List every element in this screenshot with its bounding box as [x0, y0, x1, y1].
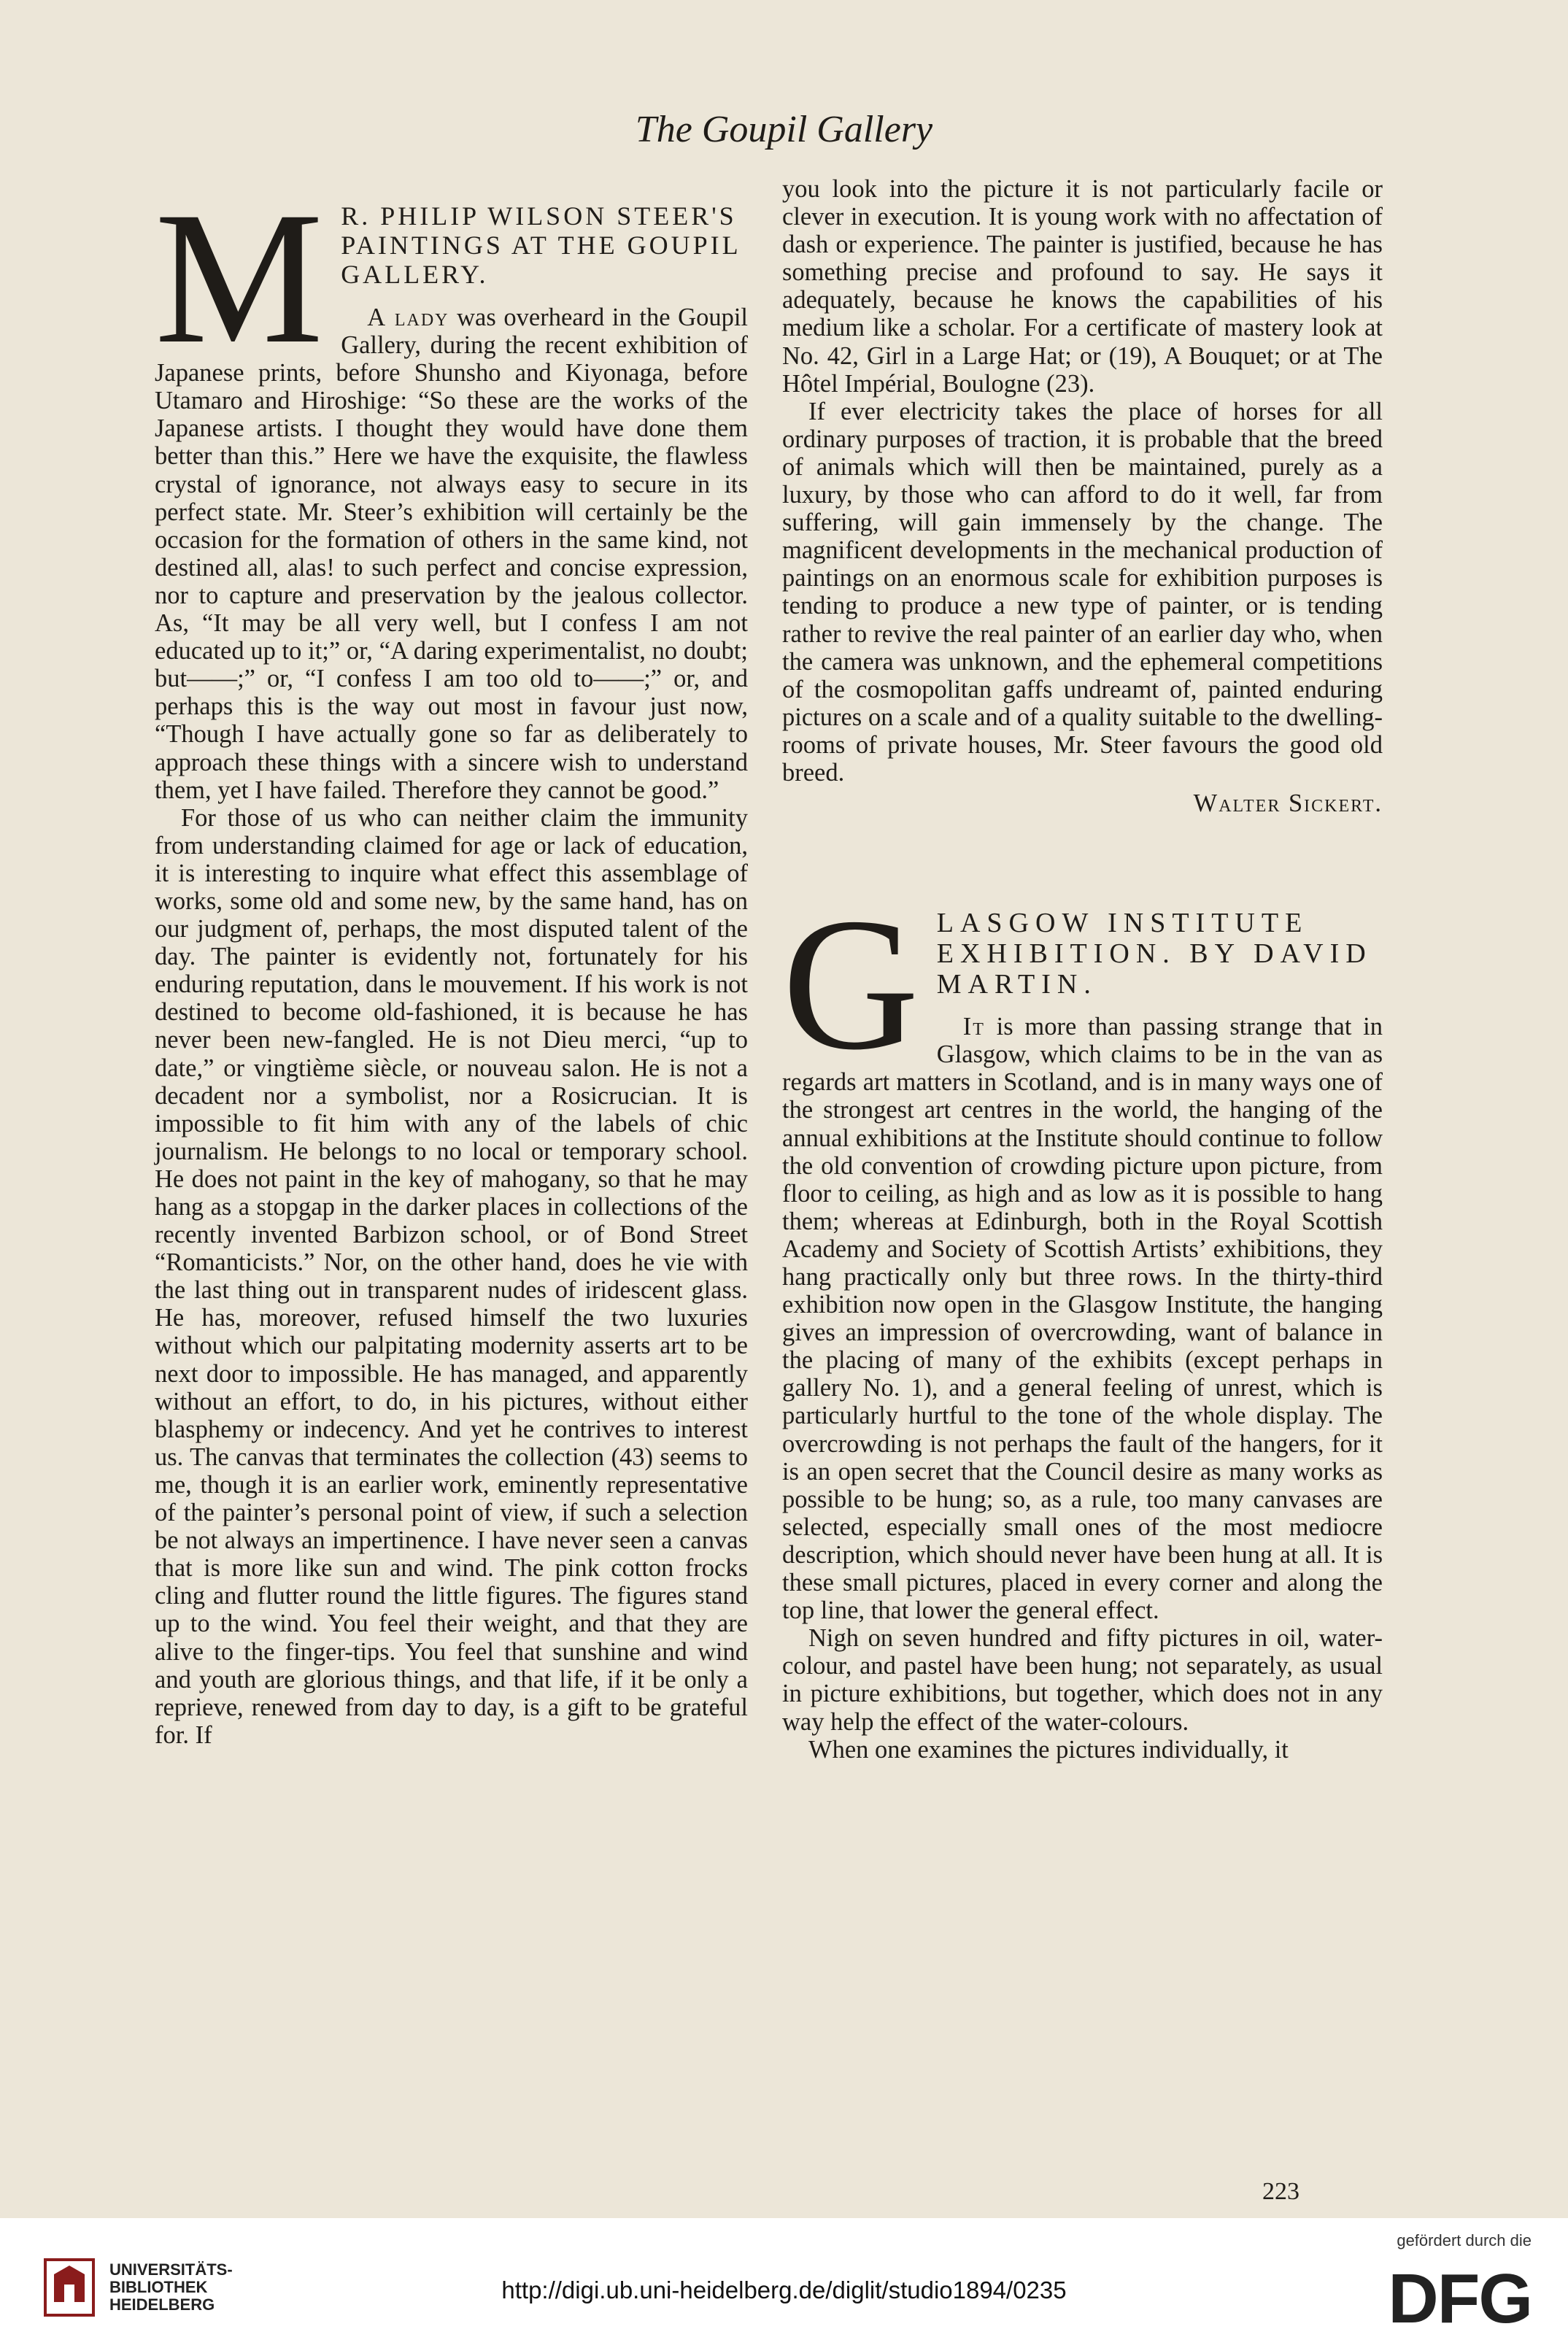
right-column — [782, 175, 1383, 1764]
author-signature: Walter Sickert. — [1193, 789, 1383, 818]
paragraph-text: was overheard in the Goupil Gallery, during the recent exhibition of Japanese prints, before Shunsho and Kiyonaga, before Utamaro and Hiroshige: “So these are the works of the Japanese artists. I thought they would have done them better than this.” Here we have the exquisite, the flawless crystal of ignorance, not always easy to secure in its perfect state. Mr. Steer’s exhibition will certainly be the occasion for the formation of others in the same kind, not destined all, alas! to such perfect and concise expression, nor to capture and preservation by the jealous collector. As, “It may be all very well, but I confess I am not educated up to it;” or, “A daring experimentalist, no doubt; but——;” or, “I confess I am too old to——;” or, and perhaps this is the way out most in favour just now, “Though I have actually gone so far as deliberately to approach these things with a sincere wish to understand them, yet I have failed. Therefore they cannot be good.” — [155, 304, 748, 804]
article-steer-paragraph-4: If ever electricity takes the place of horses for all ordinary purposes of traction, it is probable that the breed of animals which will then be maintained, purely as a luxury, by those who can afford to do it well, far from suffering, will gain immensely by the change. The magnificent developments in the mechanical production of paintings on an enormous scale for exhibition purposes is tending to produce a new type of painter, or is tending rather to revive the real painter of an earlier day who, when the camera was unknown, and the ephemeral competitions of the cosmopolitan gaffs undreamt of, painted enduring pictures on a scale and of a quality suitable to the dwelling-rooms of private houses, Mr. Steer favours the good old breed. — [782, 397, 1383, 787]
lead-words: It — [962, 1013, 985, 1041]
dropcap-m: M — [155, 173, 324, 383]
running-title: The Goupil Gallery — [635, 109, 933, 150]
article-steer-opening — [155, 173, 748, 804]
article-steer-headline: R. PHILIP WILSON STEER'S PAINTINGS AT THE GOUPIL GALLERY. — [341, 201, 741, 289]
article-steer-paragraph-1 — [155, 304, 748, 804]
article-glasgow-paragraph-1 — [782, 1013, 1383, 1624]
library-name-line: HEIDELBERG — [109, 2295, 215, 2314]
left-column — [155, 175, 748, 1749]
digitization-footer — [0, 2218, 1568, 2348]
dfg-logo: DFG — [1388, 2260, 1532, 2338]
article-steer-paragraph-3: you look into the picture it is not particularly facile or clever in execution. It is young work with no affectation of dash or experience. The painter is justified, because he has something precise and profound to say. He says it adequately, because he knows the capabilities of his medium like a scholar. For a certificate of mastery look at No. 42, Girl in a Large Hat; or (19), A Bouquet; or at The Hôtel Impérial, Boulogne (23). — [782, 175, 1383, 398]
lead-words: A lady — [367, 304, 449, 331]
article-glasgow-headline: LASGOW INSTITUTE EXHIBITION. BY DAVID MARTIN. — [936, 908, 1372, 1000]
library-name-line: UNIVERSITÄTS- — [109, 2260, 233, 2279]
article-steer-paragraph-2: For those of us who can neither claim the immunity from understanding claimed for age or lack of education, it is interesting to inquire what effect this assemblage of works, some old and some new, by the same hand, has on our judgment of, perhaps, the most disputed talent of the day. The painter is evidently not, fortunately for his enduring reputation, dans le mouvement. If his work is not destined to become old-fashioned, it is because he has never been new-fangled. He is not Dieu merci, “up to date,” or vingtième siècle, or nouveau salon. He is not a decadent nor a symbolist, nor a Rosicrucian. It is impossible to fit him with any of the labels of chic journalism. He belongs to no local or temporary school. He does not paint in the key of mahogany, so that he may hang as a stopgap in the darker places in collections of the recently invented Barbizon school, or of Bond Street “Romanticists.” Nor, on the other hand, does he vie with the last thing out in transparent nudes of iridescent glass. He has, moreover, refused himself the two luxuries without which our palpitating modernity asserts art to be next door to impossible. He has managed, and apparently without an effort, to do, in his pictures, without either blasphemy or indecency. And yet he contrives to interest us. The canvas that terminates the collection (43) seems to me, though it is an earlier work, eminently representative of the painter’s personal point of view, if such a selection be not always an impertinence. I have never seen a canvas that is more like sun and wind. The pink cotton frocks cling and flutter round the little figures. The figures stand up to the wind. You feel their weight, and that they are alive to the finger-tips. You feel that sunshine and wind and youth are glorious things, and that life, if it be only a reprieve, renewed from day to day, is a gift to be grateful for. If — [155, 803, 748, 1749]
paragraph-text: is more than passing strange that in Glasgow, which claims to be in the van as regards art matters in Scotland, and is in many ways one of the strongest art centres in the world, the hanging of the annual exhibitions at the Institute should continue to follow the old convention of crowding picture upon picture, from floor to ceiling, as high and as low as it is possible to hang them; whereas at Edinburgh, both in the Royal Scottish Academy and Society of Scottish Artists’ exhibitions, they hang practically only but three rows. In the thirty-third exhibition now open in the Glasgow Institute, the hanging gives an impression of overcrowding, want of balance in the placing of many of the exhibits (except perhaps in gallery No. 1), and a general feeling of unrest, which is particularly hurtful to the tone of the whole display. The overcrowding is not perhaps the fault of the hangers, for it is an open secret that the Council desire as many works as possible to be hung; so, as a rule, too many canvases are selected, especially small ones of the most mediocre description, which should never have been hung at all. It is these small pictures, placed in every corner and along the top line, that lower the general effect. — [782, 1013, 1383, 1625]
funding-note: gefördert durch die — [1397, 2231, 1532, 2249]
article-glasgow-opening — [782, 879, 1383, 1625]
page-number: 223 — [1262, 2178, 1299, 2205]
article-glasgow-paragraph-3: When one examines the pictures individually, it — [808, 1735, 1289, 1764]
source-url-link[interactable]: http://digi.ub.uni-heidelberg.de/diglit/studio1894/0235 — [501, 2276, 1067, 2303]
article-glasgow-paragraph-2: Nigh on seven hundred and fifty pictures in oil, water-colour, and pastel have been hung; not separately, as usual in picture exhibitions, but together, which does not in any way help the effect of the water-colours. — [782, 1624, 1383, 1736]
library-name-line: BIBLIOTHEK — [109, 2278, 208, 2296]
dropcap-g: G — [782, 879, 919, 1090]
